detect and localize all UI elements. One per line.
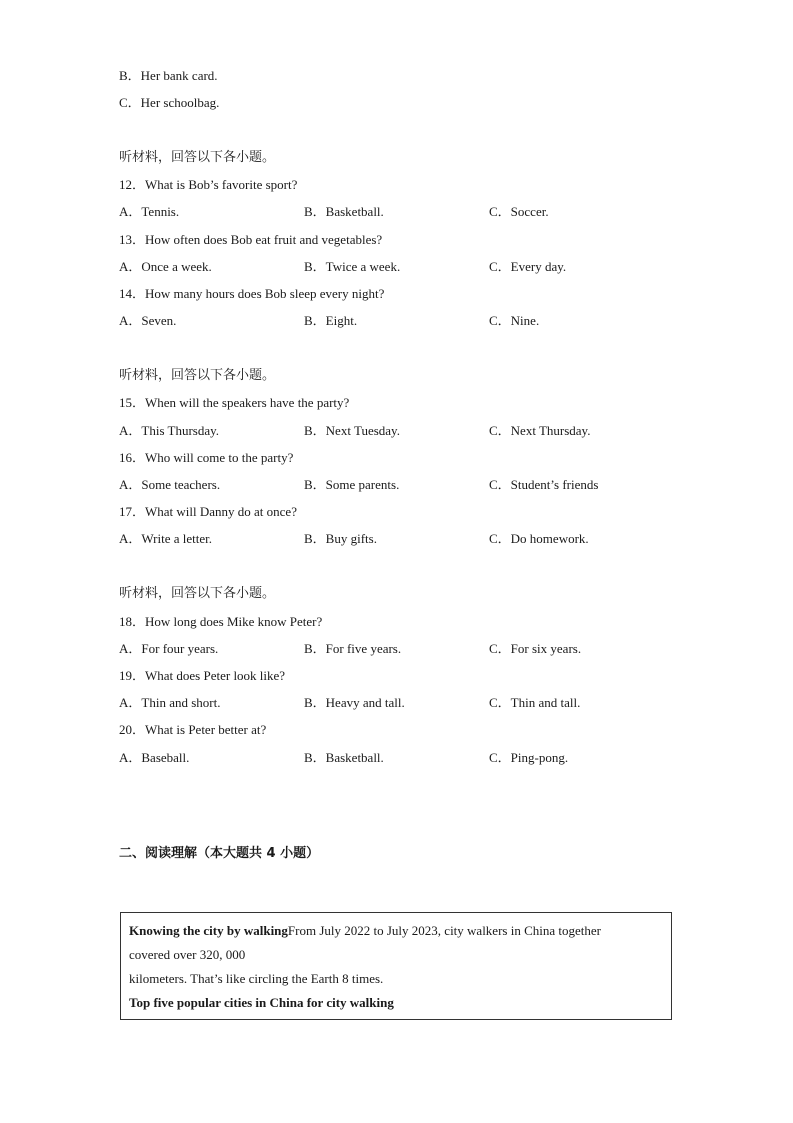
group-3-heading: 听材料，回答以下各小题。 xyxy=(119,586,276,601)
options-12 xyxy=(119,204,679,220)
option-20-a: A．Baseball. xyxy=(119,750,190,765)
question-15: 15．When will the speakers have the party? xyxy=(119,395,350,410)
question-13: 13．How often does Bob eat fruit and vegetables? xyxy=(119,232,383,247)
group-2-heading: 听材料，回答以下各小题。 xyxy=(119,368,276,383)
question-16: 16．Who will come to the party? xyxy=(119,450,294,465)
option-19-a: A．Thin and short. xyxy=(119,695,221,710)
option-17-a: A．Write a letter. xyxy=(119,531,212,546)
options-17 xyxy=(119,531,679,547)
option-16-b: B．Some parents. xyxy=(304,477,400,492)
options-19 xyxy=(119,695,679,711)
carry-option-b: B．Her bank card. xyxy=(119,68,218,83)
options-14 xyxy=(119,313,679,329)
option-17-c: C．Do homework. xyxy=(489,531,589,546)
group-1-heading: 听材料，回答以下各小题。 xyxy=(119,150,276,165)
options-15 xyxy=(119,423,679,439)
option-13-b: B．Twice a week. xyxy=(304,259,401,274)
option-18-a: A．For four years. xyxy=(119,641,219,656)
option-13-a: A．Once a week. xyxy=(119,259,212,274)
option-14-b: B．Eight. xyxy=(304,313,358,328)
options-16 xyxy=(119,477,679,493)
option-19-b: B．Heavy and tall. xyxy=(304,695,405,710)
question-18: 18．How long does Mike know Peter? xyxy=(119,614,323,629)
question-17: 17．What will Danny do at once? xyxy=(119,504,297,519)
reading-text-1: From July 2022 to July 2023, city walkers in China together xyxy=(287,923,601,938)
option-12-b: B．Basketball. xyxy=(304,204,384,219)
carry-option-c: C．Her schoolbag. xyxy=(119,95,220,110)
option-19-c: C．Thin and tall. xyxy=(489,695,581,710)
option-14-a: A．Seven. xyxy=(119,313,177,328)
question-12: 12．What is Bob’s favorite sport? xyxy=(119,177,298,192)
options-18 xyxy=(119,641,679,657)
question-19: 19．What does Peter look like? xyxy=(119,668,286,683)
option-12-a: A．Tennis. xyxy=(119,204,180,219)
options-13 xyxy=(119,259,679,275)
option-12-c: C．Soccer. xyxy=(489,204,549,219)
reading-line-2: covered over 320, 000 xyxy=(129,947,246,962)
option-15-a: A．This Thursday. xyxy=(119,423,220,438)
reading-line-1 xyxy=(129,919,663,943)
reading-line-3: kilometers. That’s like circling the Earth 8 times. xyxy=(129,971,384,986)
reading-box xyxy=(120,912,672,1020)
option-20-b: B．Basketball. xyxy=(304,750,384,765)
reading-subtitle: Top five popular cities in China for city walking xyxy=(129,995,394,1010)
question-14: 14．How many hours does Bob sleep every night? xyxy=(119,286,385,301)
option-18-c: C．For six years. xyxy=(489,641,582,656)
option-15-c: C．Next Thursday. xyxy=(489,423,591,438)
question-20: 20．What is Peter better at? xyxy=(119,722,267,737)
option-17-b: B．Buy gifts. xyxy=(304,531,377,546)
option-16-a: A．Some teachers. xyxy=(119,477,221,492)
options-20 xyxy=(119,750,679,766)
reading-title: Knowing the city by walking xyxy=(129,923,288,938)
option-16-c: C．Student’s friends xyxy=(489,477,599,492)
option-18-b: B．For five years. xyxy=(304,641,402,656)
option-13-c: C．Every day. xyxy=(489,259,567,274)
option-20-c: C．Ping-pong. xyxy=(489,750,569,765)
option-14-c: C．Nine. xyxy=(489,313,540,328)
section-title: 二、阅读理解（本大题共 4 小题） xyxy=(119,846,320,861)
option-15-b: B．Next Tuesday. xyxy=(304,423,400,438)
